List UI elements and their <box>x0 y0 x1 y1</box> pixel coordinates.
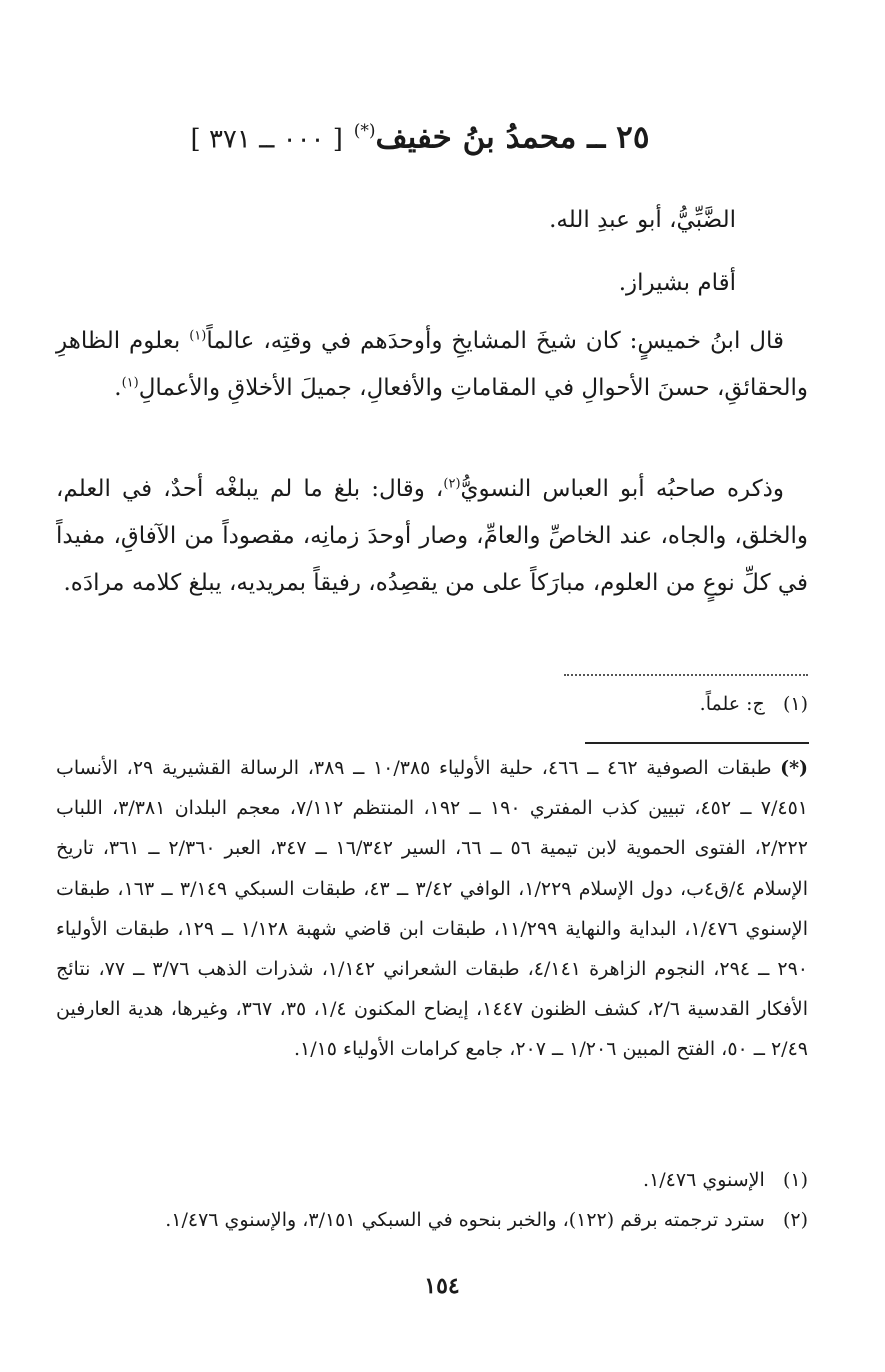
footnote-number: (٢) <box>782 1209 808 1231</box>
quote-paragraph <box>56 318 808 412</box>
footnote-ref-1b: (١) <box>121 375 139 391</box>
footnote-item <box>56 1164 808 1196</box>
footnote-number: (١) <box>782 1169 808 1191</box>
nasawi-paragraph <box>56 466 808 607</box>
variant-footnote-text: ج: علماً. <box>699 693 765 715</box>
dotted-divider <box>564 674 808 676</box>
page-number: ١٥٤ <box>424 1273 460 1299</box>
sources-label: (*) <box>780 757 809 779</box>
variant-footnote-number: (١) <box>782 693 808 715</box>
footnote-divider <box>585 742 809 744</box>
entry-title: ٢٥ ــ محمدُ بنُ خفيف <box>375 119 650 156</box>
quote-text-middle: بعلوم الظاهرِ والحقائقِ، حسنَ الأحوالِ في المقاماتِ والأفعالِ، جميلَ الأخلاقِ والأعمالِ <box>56 328 808 401</box>
residence-line: أقام بشيراز. <box>618 270 736 296</box>
nisba-line: الضَّبِّيُّ، أبو عبدِ الله. <box>549 207 736 233</box>
sources-footnote <box>56 748 808 1070</box>
footnote-item <box>56 1204 808 1236</box>
nasawi-text-rest: ، وقال: بلغ ما لم يبلغْه أحدٌ، في العلم، والخلق، والجاه، عند الخاصِّ والعامِّ، وصار أوحدَ زمانِه، مقصوداً من الآفاقِ، مفيداً في كلِّ نوعٍ من العلوم، مبارَكاً على من يقصِدُه، رفيقاً بمريديه، يبلغ كلامه مرادَه. <box>56 476 808 596</box>
nasawi-text-start: وذكره صاحبُه أبو العباس النسويُّ <box>460 476 785 502</box>
variant-footnote <box>430 688 808 720</box>
sources-text: طبقات الصوفية ٤٦٢ ــ ٤٦٦، حلية الأولياء ١٠/٣٨٥ ــ ٣٨٩، الرسالة القشيرية ٢٩، الأنساب ٧/٤٥١ ــ ٤٥٢، تبيين كذب المفتري ١٩٠ ــ ١٩٢، المنتظم ٧/١١٢، معجم البلدان ٣/٣٨١، اللباب ٢/٢٢٢، الفتوى الحموية لابن تيمية ٥٦ ــ ٦٦، السير ١٦/٣٤٢ ــ ٣٤٧، العبر ٢/٣٦٠ ــ ٣٦١، تاريخ الإسلام ٤/ق٤ب، دول الإسلام ١/٢٢٩، الوافي ٣/٤٢ ــ ٤٣، طبقات السبكي ٣/١٤٩ ــ ١٦٣، طبقات الإسنوي ١/٤٧٦، البداية والنهاية ١١/٢٩٩، طبقات ابن قاضي شهبة ١/١٢٨ ــ ١٢٩، طبقات الأولياء ٢٩٠ ــ ٢٩٤، النجوم الزاهرة ٤/١٤١، طبقات الشعراني ١/١٤٢، شذرات الذهب ٣/٧٦ ــ ٧٧، نتائج الأفكار القدسية ٢/٦، كشف الظنون ١٤٤٧، إيضاح المكنون ١/٤، ٣٥، ٣٦٧، وغيرها، هدية العارفين ٢/٤٩ ــ ٥٠، الفتح المبين ١/٢٠٦ ــ ٢٠٧، جامع كرامات الأولياء ١/١٥. <box>56 757 809 1061</box>
entry-heading <box>150 106 690 164</box>
footnote-text: الإسنوي ١/٤٧٦. <box>643 1169 765 1191</box>
footnote-ref-1: (١) <box>189 328 207 344</box>
entry-dates: [ ٠٠٠ ــ ٣٧١ ] <box>190 124 343 155</box>
quote-text-end: . <box>114 375 122 401</box>
source-asterisk-mark: (*) <box>353 121 376 141</box>
footnote-text: سترد ترجمته برقم (١٢٢)، والخبر بنحوه في السبكي ٣/١٥١، والإسنوي ١/٤٧٦. <box>165 1209 765 1231</box>
quote-text-start: قال ابنُ خميسٍ: كان شيخَ المشايخِ وأوحدَهم في وقتِه، عالماً <box>206 328 784 354</box>
footnote-ref-2: (٢) <box>443 476 461 492</box>
